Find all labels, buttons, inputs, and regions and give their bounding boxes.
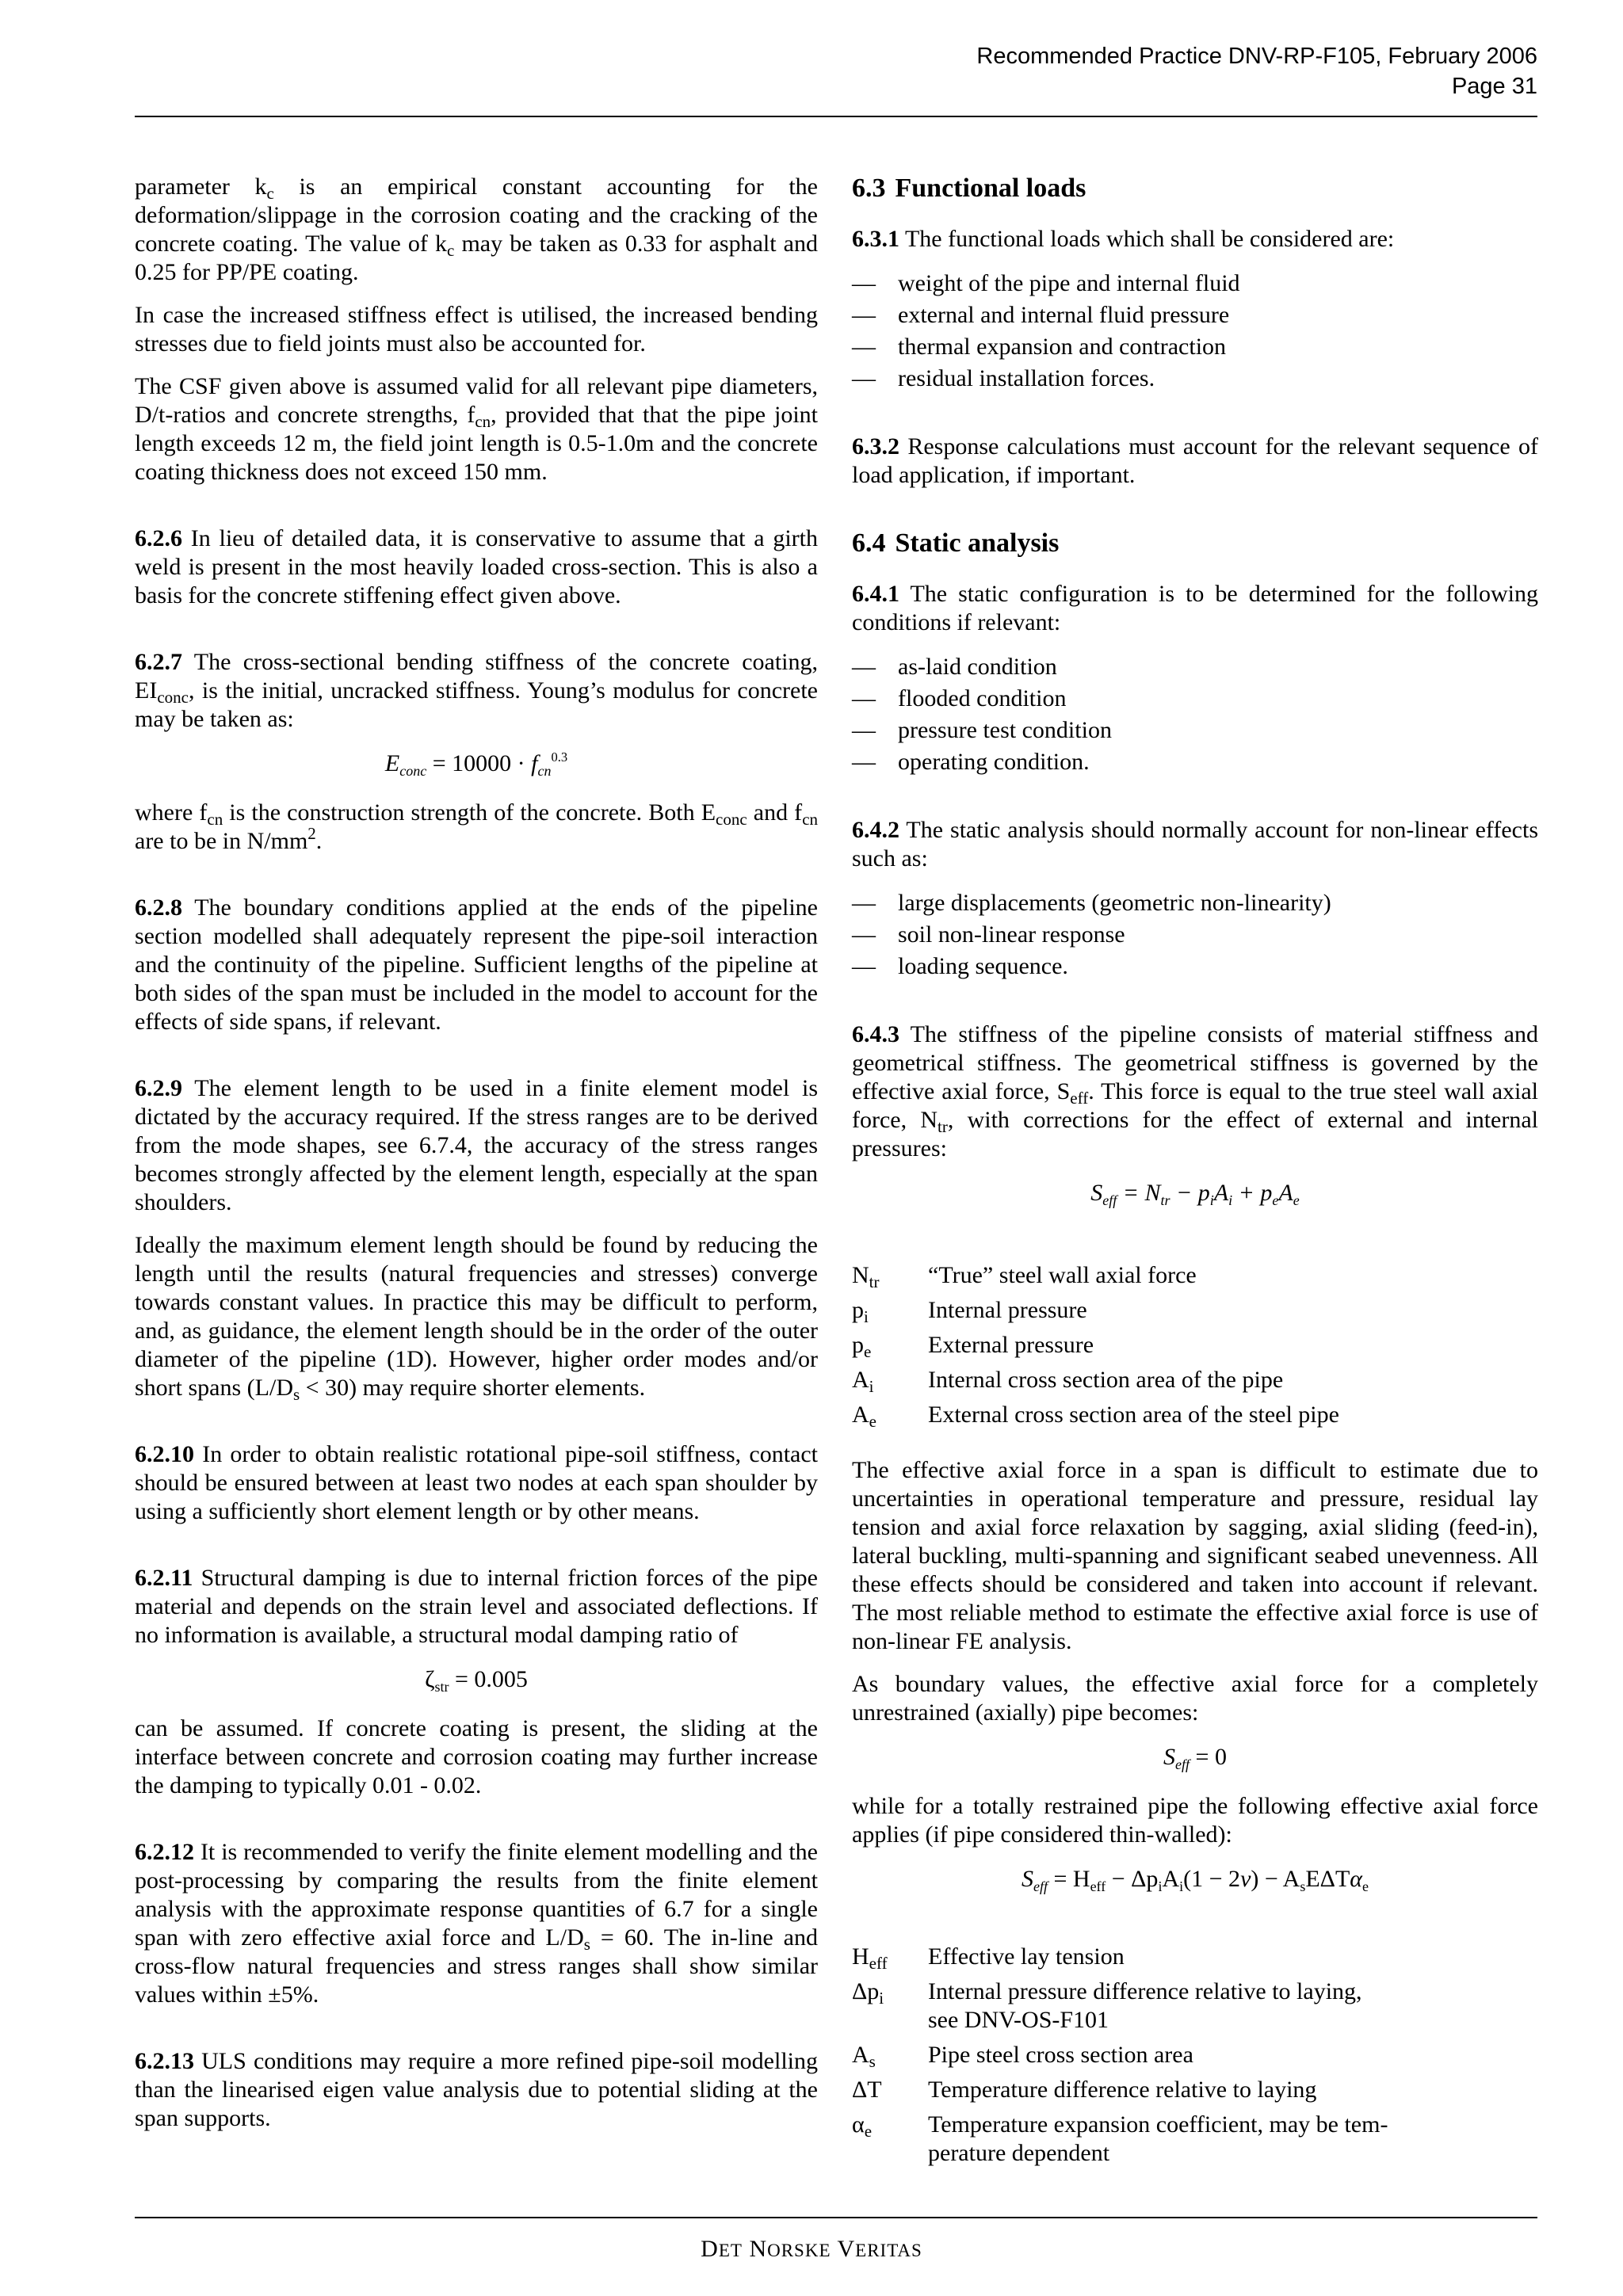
- heading-static-analysis: 6.4 Static analysis: [852, 528, 1060, 558]
- left-column: [135, 173, 818, 2147]
- header-page-number: Page 31: [1451, 74, 1537, 99]
- static-conditions-list: [852, 651, 1538, 778]
- list-item: — soil non-linear response: [852, 919, 1538, 951]
- section-6-2-9: 6.2.9 The element length to be used in a finite element model is dictated by the accuracy required. If the stress ranges are to be derived from the mode shapes, see 6.7.4, the accuracy of the stress ranges becomes strongly affected by the element length, especially at the span shoulders.: [135, 1075, 818, 1215]
- header-document-title: Recommended Practice DNV-RP-F105, February 2006: [976, 44, 1537, 69]
- list-item: — as-laid condition: [852, 651, 1538, 683]
- paragraph-units: where $f_{cn}$ is the construction strength of the concrete. Both $E_{conc}$ and $f_{cn}$ are to be in $N/mm^2$.: [135, 799, 819, 854]
- list-item: — external and internal fluid pressure: [852, 299, 1538, 331]
- section-6-2-6: 6.2.6 In lieu of detailed data, it is conservative to assume that a girth weld is present in the most heavily loaded cross-section. This is also a basis for the concrete stiffening effect given above.: [135, 525, 818, 608]
- section-6-4-2: 6.4.2 The static analysis should normally account for non-linear effects such as:: [852, 817, 1538, 871]
- paragraph-restrained: while for a totally restrained pipe the following effective axial force applies (if pipe considered thin-walled):: [852, 1793, 1538, 1848]
- section-6-3-1: 6.3.1 The functional loads which shall be considered are:: [852, 226, 1395, 252]
- nonlinear-effects-list: [852, 887, 1538, 982]
- section-6-2-7: 6.2.7 The cross-sectional bending stiffness of the concrete coating, $EI_{conc}$, is the initial, uncracked stiffness. Young’s modulus for concrete may be taken as:: [135, 649, 818, 732]
- section-6-2-8: 6.2.8 The boundary conditions applied at the ends of the pipeline section modelled shall adequately represent the pipe-soil interaction and the continuity of the pipeline. Sufficient lengths of the pipeline at both sides of the span must be included in the model to account for the effects of side spans, if relevant.: [135, 894, 818, 1035]
- paragraph-damping: can be assumed. If concrete coating is present, the sliding at the interface between concrete and corrosion coating may further increase the damping to typically 0.01 - 0.02.: [135, 1715, 818, 1798]
- footer-rule: [135, 2217, 1537, 2218]
- section-6-2-12: 6.2.12 It is recommended to verify the finite element modelling and the post-processing by comparing the results from the finite element analysis with the approximate response quantities of 6.7 for a single span with zero effective axial force and $L/D_s = 60$. The in-line and cross-flow natural frequencies and stress ranges shall show similar values within ±5%.: [135, 1839, 818, 2008]
- list-item: — thermal expansion and contraction: [852, 331, 1538, 363]
- heading-functional-loads: 6.3 Functional loads: [852, 174, 1086, 203]
- list-item: — residual installation forces.: [852, 363, 1538, 395]
- list-item: — operating condition.: [852, 746, 1538, 778]
- paragraph-boundary-values: As boundary values, the effective axial force for a completely unrestrained (axially) pipe becomes:: [852, 1671, 1538, 1726]
- definition-row: $\alpha_e$ Temperature expansion coefficient, may be tem- perature dependent: [852, 2111, 1388, 2166]
- section-6-4-3: 6.4.3 The stiffness of the pipeline consists of material stiffness and geometrical stiffness. The geometrical stiffness is governed by the effective axial force, $S_{eff}$. This force is equal to the true steel wall axial force, $N_{tr}$, with corrections for the effect of external and internal pressures:: [852, 1021, 1539, 1161]
- definition-row: $p_e$ External pressure: [852, 1332, 1094, 1361]
- definition-row: $\Delta p_i$ Internal pressure difference relative to laying, see DNV-OS-F101: [852, 1978, 1362, 2033]
- section-6-2-13: 6.2.13 ULS conditions may require a more refined pipe-soil modelling than the linearised eigen value analysis due to potential sliding at the span supports.: [135, 2048, 819, 2131]
- definition-row: $N_{tr}$ “True” steel wall axial force: [852, 1262, 1197, 1291]
- section-6-2-10: 6.2.10 In order to obtain realistic rotational pipe-soil stiffness, contact should be ensured between at least two nodes at each span shoulder by using a sufficiently short element length or by other means.: [135, 1441, 818, 1524]
- list-item: — flooded condition: [852, 683, 1538, 715]
- definition-row: ΔT Temperature difference relative to laying: [852, 2077, 1317, 2103]
- page-header: [976, 41, 1537, 101]
- definition-row: $A_e$ External cross section area of the steel pipe: [852, 1402, 1339, 1431]
- equation-damping: $\zeta_{str} = 0.005$: [425, 1666, 528, 1695]
- paragraph-effective-force: The effective axial force in a span is difficult to estimate due to uncertainties in operational temperature and pressure, residual lay tension and axial force relaxation by sagging, axial sliding (feed-in), lateral buckling, multi-spanning and significant seabed unevenness. All these effects should be considered and taken into account if relevant. The most reliable method to estimate the effective axial force is use of non-linear FE analysis.: [852, 1457, 1538, 1654]
- definition-row: $A_i$ Internal cross section area of the pipe: [852, 1367, 1284, 1396]
- definition-row: $H_{eff}$ Effective lay tension: [852, 1943, 1125, 1973]
- list-item: — pressure test condition: [852, 715, 1538, 746]
- list-item: — loading sequence.: [852, 951, 1538, 982]
- symbol-definitions-1: [852, 1261, 1339, 1436]
- section-6-4-1: 6.4.1 The static configuration is to be determined for the following conditions if relevant:: [852, 581, 1538, 635]
- equation-s-eff-zero: $S_{eff} = 0$: [1163, 1744, 1227, 1772]
- paragraph-element-length: Ideally the maximum element length should be found by reducing the length until the results (natural frequencies and stresses) converge towards constant values. In practice this may be difficult to perform, and, as guidance, the element length should be in the order of the outer diameter of the pipeline (1D). However, higher order modes and/or short spans $(L/D_s < 30)$ may require shorter elements.: [135, 1232, 818, 1404]
- paragraph-csf: The CSF given above is assumed valid for all relevant pipe diameters, D/t-ratios and concrete strengths, $f_{cn}$, provided that that the pipe joint length exceeds 12 m, the field joint length is 0.5-1.0m and the concrete coating thickness does not exceed 150 mm.: [135, 373, 818, 485]
- list-item: — large displacements (geometric non-linearity): [852, 887, 1538, 919]
- list-item: — weight of the pipe and internal fluid: [852, 268, 1538, 299]
- equation-s-eff: $S_{eff} = N_{tr} - p_iA_i + p_eA_e$: [1090, 1180, 1300, 1208]
- equation-s-eff-restrained: $S_{eff} = H_{eff} - \Delta p_iA_i(1 - 2\nu) - A_sE\Delta T\alpha_e$: [1021, 1866, 1369, 1894]
- header-rule: [135, 116, 1537, 117]
- paragraph-kc: parameter $k_c$ is an empirical constant accounting for the deformation/slippage in the corrosion coating and the cracking of the concrete coating. The value of $k_c$ may be taken as 0.33 for asphalt and 0.25 for PP/PE coating.: [135, 174, 818, 285]
- right-column: [852, 173, 1538, 2195]
- section-6-2-11: 6.2.11 Structural damping is due to internal friction forces of the pipe material and depends on the strain level and associated deflections. If no information is available, a structural modal damping ratio of: [135, 1565, 819, 1648]
- equation-e-conc: $E_{conc} = 10000 \cdot f_{cn}^{0.3}$: [384, 749, 568, 779]
- definition-row: $p_i$ Internal pressure: [852, 1297, 1087, 1326]
- paragraph-stiffness: In case the increased stiffness effect is utilised, the increased bending stresses due to field joints must also be accounted for.: [135, 302, 818, 357]
- definition-row: $A_s$ Pipe steel cross section area: [852, 2042, 1193, 2071]
- section-6-3-2: 6.3.2 Response calculations must account for the relevant sequence of load application, if important.: [852, 433, 1538, 488]
- symbol-definitions-2: [852, 1943, 1388, 2174]
- page-footer: DET NORSKE VERITAS: [701, 2236, 922, 2262]
- functional-loads-list: [852, 268, 1538, 395]
